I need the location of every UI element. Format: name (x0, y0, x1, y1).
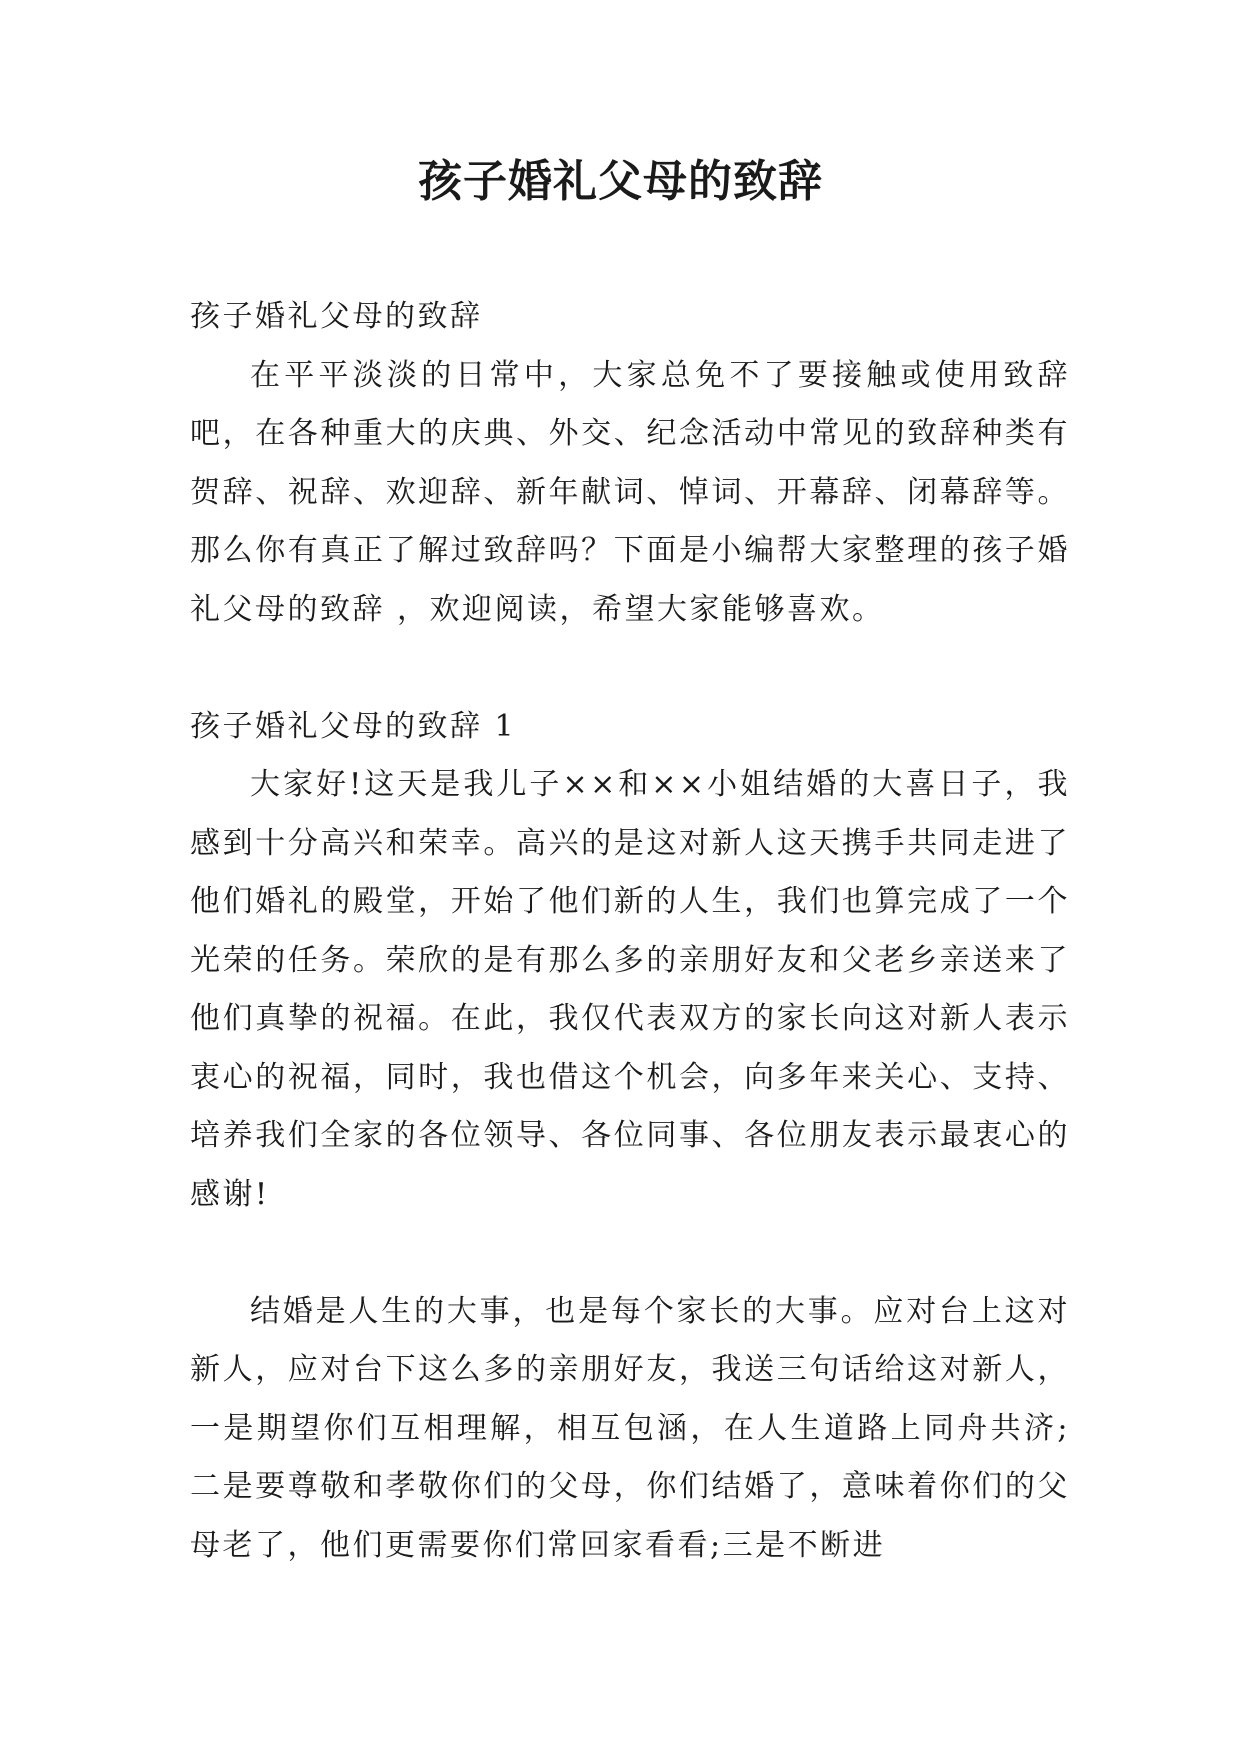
subheading: 孩子婚礼父母的致辞 (190, 299, 483, 334)
paragraph-gap (190, 639, 1070, 698)
speech-paragraph-2: 结婚是人生的大事，也是每个家长的大事。应对台上这对新人，应对台下这么多的亲朋好友，我送三句话给这对新人，一是期望你们互相理解，相互包涵，在人生道路上同舟共济;二是要尊敬和孝敬你们的父母，你们结婚了，意味着你们的父母老了，他们更需要你们常回家看看;三是不断进 (190, 1293, 1070, 1563)
document-title: 孩子婚礼父母的致辞 (418, 156, 823, 207)
document-body (190, 288, 1070, 1575)
section-heading: 孩子婚礼父母的致辞 1 (190, 708, 517, 744)
intro-paragraph: 在平平淡淡的日常中，大家总免不了要接触或使用致辞吧，在各种重大的庆典、外交、纪念活动中常见的致辞种类有贺辞、祝辞、欢迎辞、新年献词、悼词、开幕辞、闭幕辞等。那么你有真正了解过致辞吗？下面是小编帮大家整理的孩子婚礼父母的致辞 ，欢迎阅读，希望大家能够喜欢。 (190, 357, 1070, 627)
speech-paragraph-1: 大家好!这天是我儿子××和××小姐结婚的大喜日子，我感到十分高兴和荣幸。高兴的是这对新人这天携手共同走进了他们婚礼的殿堂，开始了他们新的人生，我们也算完成了一个光荣的任务。荣欣的是有那么多的亲朋好友和父老乡亲送来了他们真挚的祝福。在此，我仅代表双方的家长向这对新人表示衷心的祝福，同时，我也借这个机会，向多年来关心、支持、培养我们全家的各位领导、各位同事、各位朋友表示最衷心的感谢! (190, 767, 1070, 1212)
paragraph-gap (190, 1224, 1070, 1283)
